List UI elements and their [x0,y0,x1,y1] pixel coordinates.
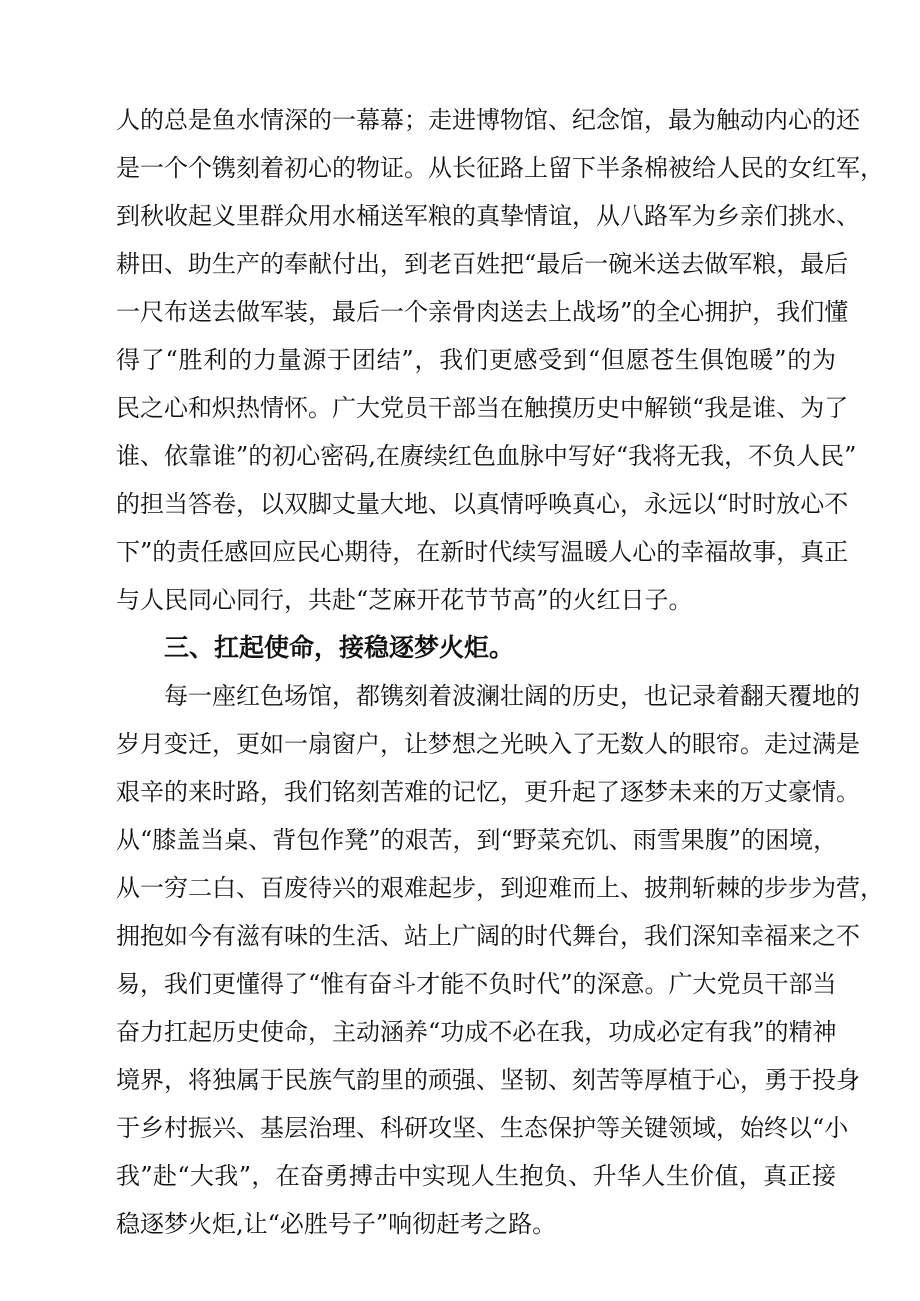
paragraph-line: 谁、依靠谁”的初心密码,在赓续红色血脉中写好“我将无我，不负人民” [116,442,857,470]
paragraph-line: 人的总是鱼水情深的一幕幕；走进博物馆、纪念馆，最为触动内心的还 [116,106,860,134]
paragraph-line: 每一座红色场馆，都镌刻着波澜壮阔的历史，也记录着翻天覆地的 [164,682,860,710]
paragraph-line: 民之心和炽热情怀。广大党员干部当在触摸历史中解锁“我是谁、为了 [116,394,849,422]
paragraph-line: 稳逐梦火炬,让“必胜号子”响彻赶考之路。 [116,1210,557,1238]
paragraph-line: 得了“胜利的力量源于团结”，我们更感受到“但愿苍生俱饱暖”的为 [116,346,836,374]
paragraph-line: 于乡村振兴、基层治理、科研攻坚、生态保护等关键领域，始终以“小 [116,1114,849,1142]
paragraph-line: 的担当答卷，以双脚丈量大地、以真情呼唤真心，永远以“时时放心不 [116,490,849,518]
paragraph-line: 一尺布送去做军装，最后一个亲骨肉送去上战场”的全心拥护，我们懂 [116,298,849,326]
paragraph-line: 到秋收起义里群众用水桶送军粮的真挚情谊，从八路军为乡亲们挑水、 [116,202,860,230]
paragraph-line: 是一个个镌刻着初心的物证。从长征路上留下半条棉被给人民的女红军， [116,154,884,182]
paragraph-line: 从一穷二白、百废待兴的艰难起步，到迎难而上、披荆斩棘的步步为营， [116,874,884,902]
paragraph-line: 耕田、助生产的奉献付出，到老百姓把“最后一碗米送去做军粮，最后 [116,250,849,278]
paragraph-line: 我”赴“大我”，在奋勇搏击中实现人生抱负、升华人生价值，真正接 [116,1162,836,1190]
paragraph-line: 岁月变迁，更如一扇窗户，让梦想之光映入了无数人的眼帘。走过满是 [116,730,860,758]
paragraph-line: 与人民同心同行，共赴“芝麻开花节节高”的火红日子。 [116,586,693,614]
paragraph-line: 易，我们更懂得了“惟有奋斗才能不负时代”的深意。广大党员干部当 [116,970,837,998]
paragraph-line: 境界，将独属于民族气韵里的顽强、坚韧、刻苦等厚植于心，勇于投身 [116,1066,860,1094]
paragraph-line: 艰辛的来时路，我们铭刻苦难的记忆，更升起了逐梦未来的万丈豪情。 [116,778,860,806]
section-heading: 三、扛起使命，接稳逐梦火炬。 [164,633,515,662]
paragraph-line: 奋力扛起历史使命，主动涵养“功成不必在我，功成必定有我”的精神 [116,1018,837,1046]
paragraph-line: 下”的责任感回应民心期待，在新时代续写温暖人心的幸福故事，真正 [116,538,849,566]
paragraph-line: 拥抱如今有滋有味的生活、站上广阔的时代舞台，我们深知幸福来之不 [116,922,860,950]
paragraph-line: 从“膝盖当桌、背包作凳”的艰苦，到“野菜充饥、雨雪果腹”的困境， [116,826,838,854]
